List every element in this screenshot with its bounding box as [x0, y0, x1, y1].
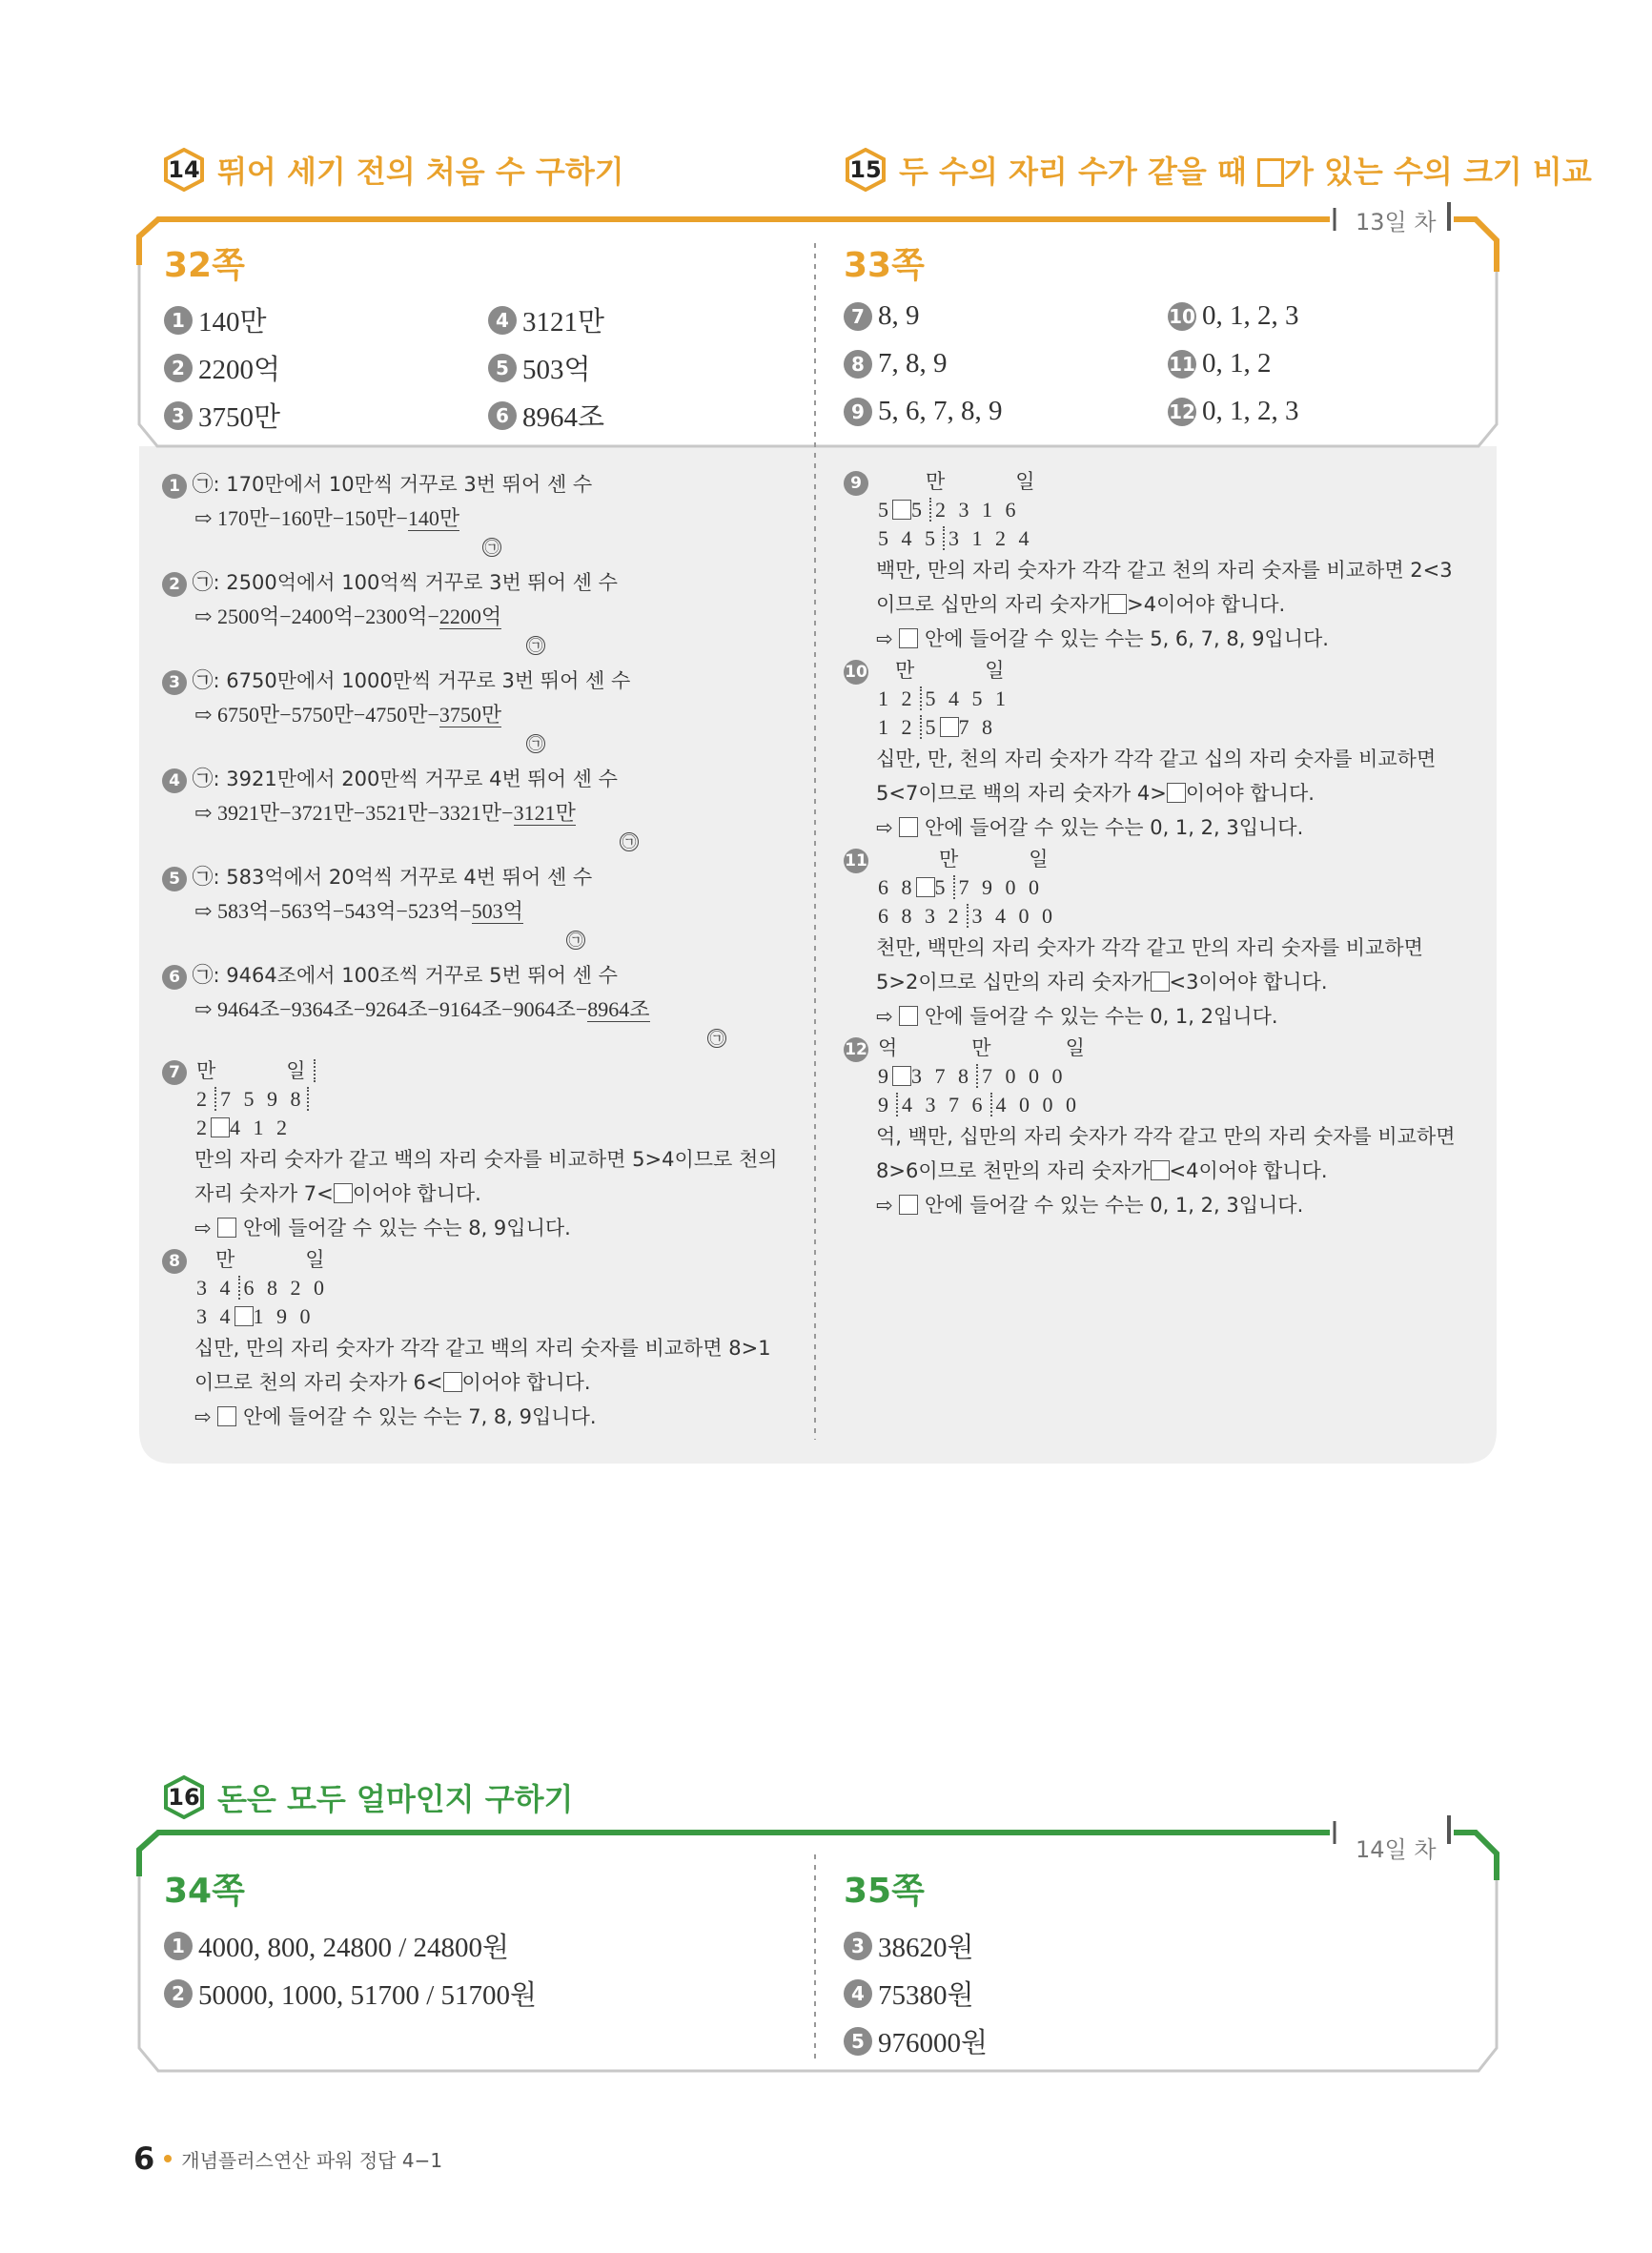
solution-9: 9 만 일 5 5 2 3 1 6 5 4 5 3 1 2 4 백만, 만의 자리 숫자가 각각 같고 천의 자리 숫자를 비교하면 2<3 이므로 십만의 자리 숫자가 >4이어야 합니다. ⇨ 안에 들어갈 수 있는 수는 5, 6, 7, 8, 9입니다. — [844, 467, 1482, 656]
solution-6: 6 ㉠: 9464조에서 100조씩 거꾸로 5번 뛰어 센 수 ⇨ 9464조−9364조−9264조−9164조−9064조−8964조 ㉠ — [162, 958, 801, 1056]
answer-item: 12 0, 1, 2, 3 — [1169, 396, 1299, 426]
solution-7: 7 만 일 2 7 5 9 8 2 4 1 2 만의 자리 숫자가 같고 백의 자리 숫자를 비교하면 5>4이므로 천의 자리 숫자가 7< 이어야 합니다. ⇨ 안에 들어갈 수 있는 수는 8, 9입니다. — [162, 1056, 801, 1245]
page-footer — [133, 2140, 442, 2177]
answer-item: 1 4000, 800, 24800 / 24800원 — [164, 1926, 509, 1965]
blank-box-icon — [1167, 783, 1186, 803]
answer-item: 5 976000원 — [844, 2021, 988, 2060]
answer-item: 8 7, 8, 9 — [844, 348, 948, 379]
blank-box-icon — [1151, 972, 1170, 992]
blank-box-icon — [899, 628, 918, 648]
blank-box-icon — [892, 1066, 911, 1086]
hexagon-number-icon: 16 — [162, 1775, 206, 1819]
blank-box-icon — [916, 877, 935, 897]
day-label: 14일 차 — [1356, 1836, 1437, 1863]
blank-box-icon — [443, 1372, 462, 1392]
blank-box-icon — [899, 817, 918, 837]
section-title-text: 돈은 모두 얼마인지 구하기 — [217, 1781, 574, 1817]
blank-box-icon — [940, 717, 959, 737]
blank-box-icon — [899, 1195, 918, 1215]
place-value-grid: 만 일 5 5 2 3 1 6 5 4 5 3 1 2 4 — [878, 470, 1039, 550]
place-value-grid: 만 일 3 4 6 8 2 0 3 4 1 9 0 — [196, 1248, 329, 1328]
place-value-grid: 만 일 2 7 5 9 8 2 4 1 2 — [196, 1056, 316, 1142]
answer-item: 4 3121만 — [488, 300, 604, 339]
answer-item: 3 38620원 — [844, 1926, 974, 1965]
section-title-text: 뛰어 세기 전의 처음 수 구하기 — [217, 154, 624, 190]
blank-box-icon — [899, 1006, 918, 1026]
blank-box-icon — [217, 1406, 236, 1426]
footer-text: 개념플러스연산 파워 정답 4−1 — [181, 2148, 443, 2172]
blank-box-icon — [217, 1218, 236, 1238]
answer-item: 11 0, 1, 2 — [1169, 348, 1272, 379]
footer-dot-icon — [164, 2155, 172, 2162]
answer-item: 10 0, 1, 2, 3 — [1169, 300, 1299, 331]
answer-item: 4 75380원 — [844, 1974, 974, 2013]
blank-box-icon — [1151, 1160, 1170, 1180]
answer-item: 6 8964조 — [488, 396, 604, 435]
blank-box-icon — [211, 1117, 230, 1137]
hexagon-number-icon: 15 — [844, 148, 887, 192]
answer-item: 2 50000, 1000, 51700 / 51700원 — [164, 1974, 537, 2013]
place-value-grid: 만 일 6 8 5 7 9 0 0 6 8 3 2 3 4 0 0 — [878, 848, 1056, 928]
day-label: 13일 차 — [1356, 209, 1437, 236]
page-heading-33: 33쪽 — [844, 246, 925, 285]
solutions-right — [844, 467, 1482, 1222]
blank-box-icon — [235, 1306, 254, 1326]
page-heading-32: 32쪽 — [164, 246, 245, 285]
solution-10: 10 만 일 1 2 5 4 5 1 1 2 5 7 8 십만, 만, 천의 자리 숫자가 각각 같고 십의 자리 숫자를 비교하면 5<7이므로 백의 자리 숫자가 4> 이어야 합니다. ⇨ 안에 들어갈 수 있는 수는 0, 1, 2, 3입니다. — [844, 656, 1482, 845]
page-heading-35: 35쪽 — [844, 1872, 925, 1911]
answer-item: 1 140만 — [164, 300, 267, 339]
solution-11: 11 만 일 6 8 5 7 9 0 0 6 8 3 2 3 4 0 0 천만, 백만의 자리 숫자가 각각 같고 만의 자리 숫자를 비교하면 5>2이므로 십만의 자리 숫자가 <3이어야 합니다. ⇨ 안에 들어갈 수 있는 수는 0, 1, 2입니다. — [844, 845, 1482, 1034]
answer-item: 3 3750만 — [164, 396, 280, 435]
hexagon-number-icon: 14 — [162, 148, 206, 192]
solution-8: 8 만 일 3 4 6 8 2 0 3 4 1 9 0 십만, 만의 자리 숫자가 각각 같고 백의 자리 숫자를 비교하면 8>1 이므로 천의 자리 숫자가 6< 이어야 합니다. ⇨ 안에 들어갈 수 있는 수는 7, 8, 9입니다. — [162, 1245, 801, 1434]
answer-item: 7 8, 9 — [844, 300, 920, 332]
blank-box-icon — [892, 500, 911, 520]
solution-12: 12 억 만 일 9 3 7 8 7 0 0 0 9 4 3 7 6 4 0 0 0 억, 백만, 십만의 자리 숫자가 각각 같고 만의 자리 숫자를 비교하면 8>6이므로 천만의 자리 숫자가 <4이어야 합니다. ⇨ 안에 들어갈 수 있는 수는 0, 1, 2, 3입니다. — [844, 1034, 1482, 1222]
page-heading-34: 34쪽 — [164, 1872, 245, 1911]
solution-2: 2 ㉠: 2500억에서 100억씩 거꾸로 3번 뛰어 센 수 ⇨ 2500억−2400억−2300억−2200억 ㉠ — [162, 565, 801, 664]
answer-item: 2 2200억 — [164, 348, 280, 387]
solutions-left — [162, 467, 801, 1434]
section-title-text: 두 수의 자리 수가 같을 때 가 있는 수의 크기 비교 — [899, 154, 1592, 190]
place-value-grid: 만 일 1 2 5 4 5 1 1 2 5 7 8 — [878, 659, 1010, 739]
blank-box-icon — [1108, 594, 1127, 614]
place-value-grid: 억 만 일 9 3 7 8 7 0 0 0 9 4 3 7 6 4 0 0 0 — [878, 1036, 1089, 1116]
answer-item: 5 503억 — [488, 348, 591, 387]
solution-1: 1 ㉠: 170만에서 10만씩 거꾸로 3번 뛰어 센 수 ⇨ 170만−160만−150만−140만 ㉠ — [162, 467, 801, 565]
page-number: 6 — [133, 2140, 155, 2177]
solution-4: 4 ㉠: 3921만에서 200만씩 거꾸로 4번 뛰어 센 수 ⇨ 3921만−3721만−3521만−3321만−3121만 ㉠ — [162, 762, 801, 860]
answer-item: 9 5, 6, 7, 8, 9 — [844, 396, 1003, 427]
blank-box-icon — [334, 1183, 353, 1203]
solution-3: 3 ㉠: 6750만에서 1000만씩 거꾸로 3번 뛰어 센 수 ⇨ 6750만−5750만−4750만−3750만 ㉠ — [162, 664, 801, 762]
solution-5: 5 ㉠: 583억에서 20억씩 거꾸로 4번 뛰어 센 수 ⇨ 583억−563억−543억−523억−503억 ㉠ — [162, 860, 801, 958]
